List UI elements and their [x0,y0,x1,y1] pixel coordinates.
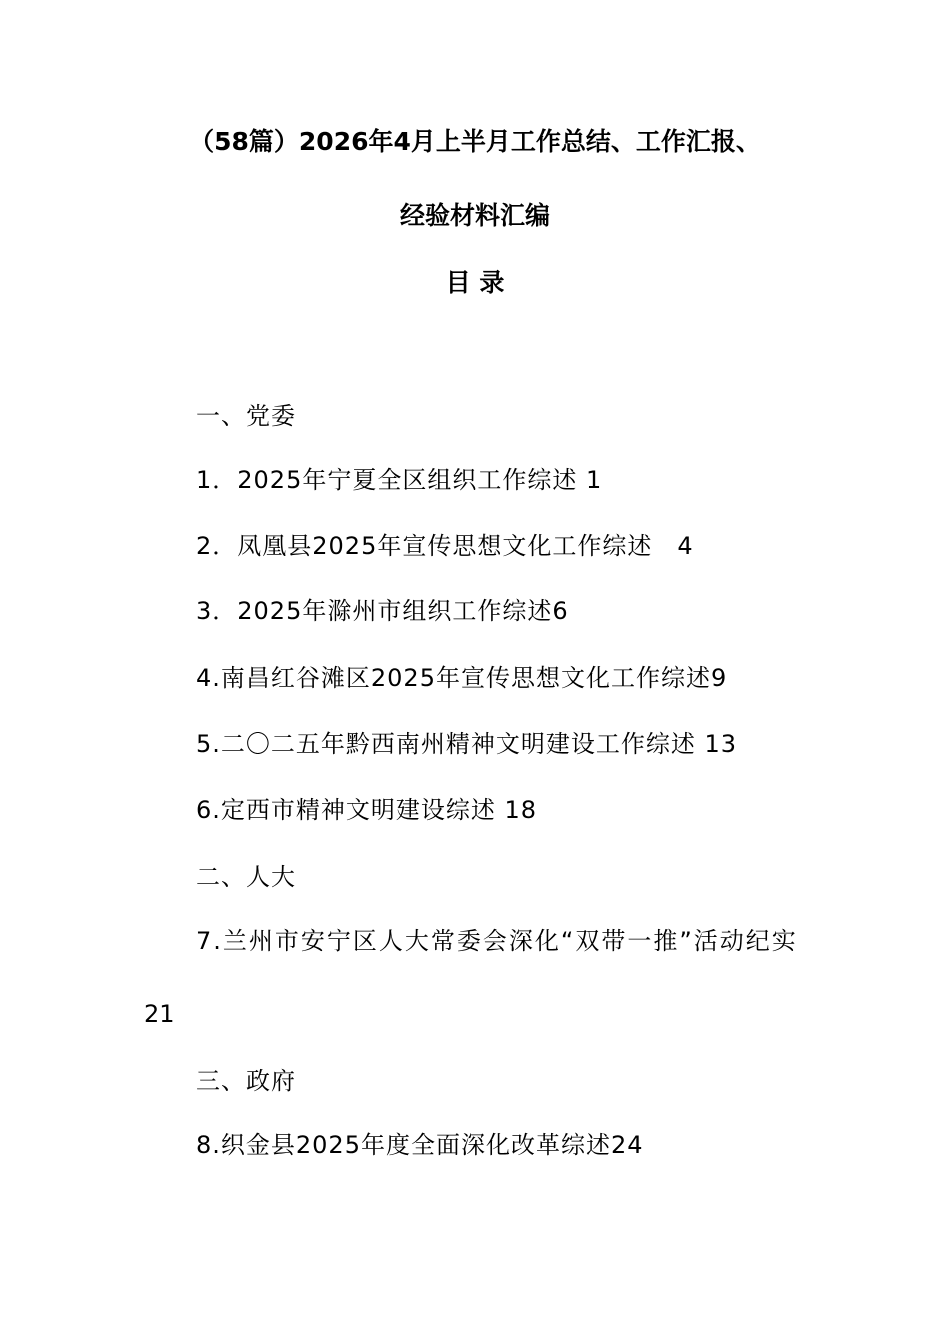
toc-entry: 5.二〇二五年黔西南州精神文明建设工作综述 13 [196,730,738,758]
toc-section-party-committee: 一、党委 [196,402,296,430]
toc-section-peoples-congress: 二、人大 [196,863,296,891]
toc-entry: 4.南昌红谷滩区2025年宣传思想文化工作综述9 [196,664,728,692]
toc-entry: 8.织金县2025年度全面深化改革综述24 [196,1131,644,1159]
toc-entry: 3．2025年滁州市组织工作综述6 [196,597,569,625]
toc-entry: 1．2025年宁夏全区组织工作综述 1 [196,466,603,494]
document-title-line-2: 经验材料汇编 [399,201,550,230]
toc-entry: 6.定西市精神文明建设综述 18 [196,796,538,824]
toc-entry: 2．凤凰县2025年宣传思想文化工作综述 4 [196,532,694,560]
toc-section-government: 三、政府 [196,1067,296,1095]
document-title-line-1: （58篇）2026年4月上半月工作总结、工作汇报、 [189,127,761,156]
toc-entry: 7.兰州市安宁区人大常委会深化“双带一推”活动纪实 [196,927,798,955]
toc-heading: 目 录 [445,268,505,297]
toc-entry-page-number: 21 [144,1000,175,1028]
